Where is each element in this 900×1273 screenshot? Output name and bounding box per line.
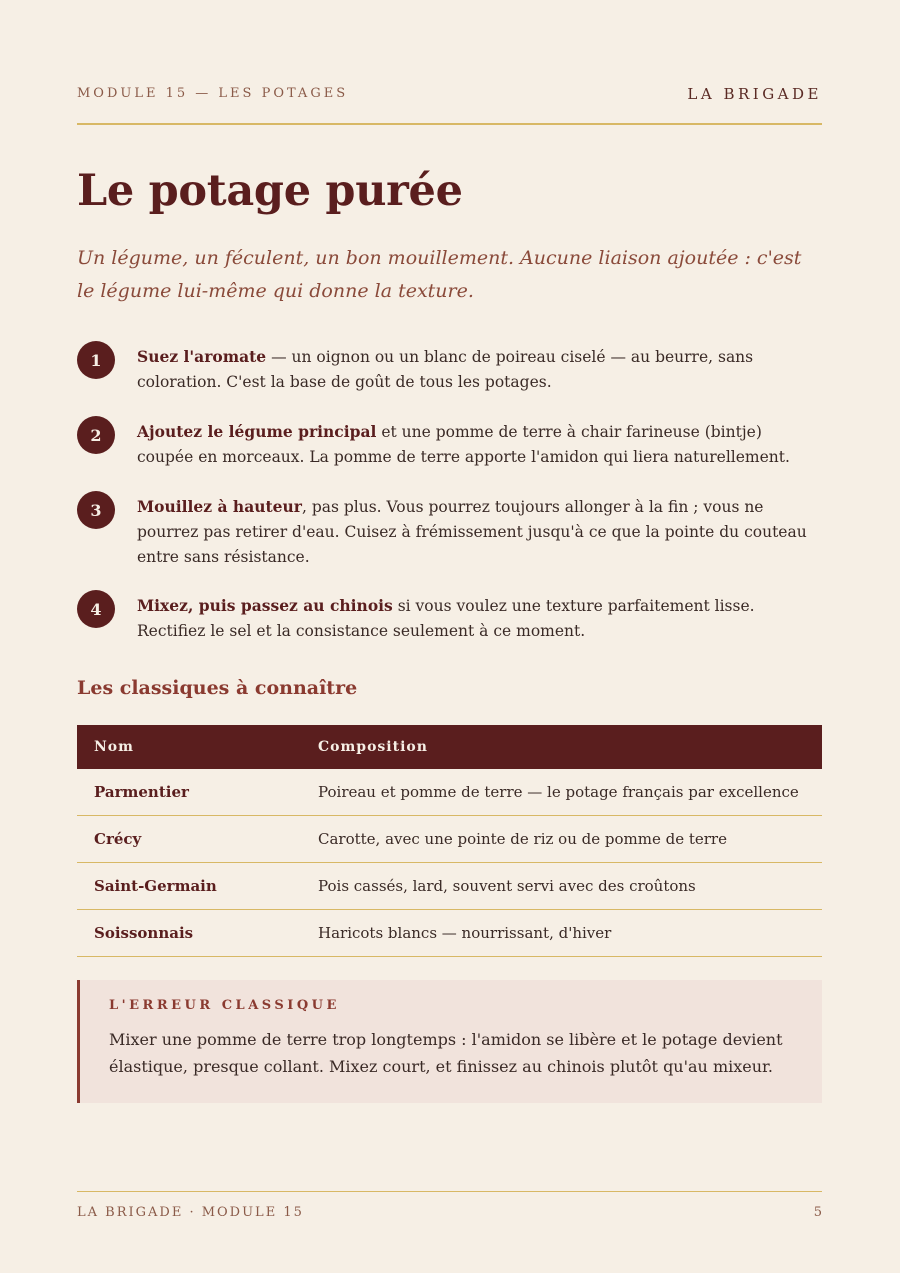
cell-composition: Haricots blancs — nourrissant, d'hiver — [318, 910, 822, 957]
step-rest: si vous voulez une texture parfaitement lisse. Rectifiez le sel et la consistance seulement à ce moment. — [137, 597, 755, 640]
step-text — [137, 344, 822, 395]
callout-label: L'ERREUR CLASSIQUE — [109, 998, 340, 1013]
step-rest: — un oignon ou un blanc de poireau ciselé — au beurre, sans coloration. C'est la base de goût de tous les potages. — [137, 348, 754, 391]
table-header-row — [77, 725, 822, 769]
page-header — [77, 86, 822, 125]
brand-label: LA BRIGADE — [687, 85, 822, 103]
step-lead: Ajoutez le légume principal — [137, 422, 377, 441]
step-text — [137, 593, 822, 644]
step-lead: Suez l'aromate — [137, 347, 267, 366]
table-row — [77, 769, 822, 816]
page-footer — [77, 1191, 822, 1232]
step-text — [137, 419, 822, 470]
column-header-composition: Composition — [318, 725, 822, 769]
step-rest: , pas plus. Vous pourrez toujours allonger à la fin ; vous ne pourrez pas retirer d'eau. Cuisez à frémissement jusqu'à ce que la pointe du couteau entre sans résistance. — [137, 498, 807, 566]
cell-composition: Poireau et pomme de terre — le potage français par excellence — [318, 769, 822, 816]
step-lead: Mixez, puis passez au chinois — [137, 596, 393, 615]
step-number-badge: 2 — [77, 416, 115, 454]
step-number-badge: 4 — [77, 590, 115, 628]
step-rest: et une pomme de terre à chair farineuse (bintje) coupée en morceaux. La pomme de terre apporte l'amidon qui liera naturellement. — [137, 423, 790, 466]
table-row — [77, 816, 822, 863]
column-header-nom: Nom — [77, 725, 318, 769]
cell-composition: Carotte, avec une pointe de riz ou de pomme de terre — [318, 816, 822, 863]
section-title: Les classiques à connaître — [77, 677, 358, 699]
page-number: 5 — [813, 1205, 822, 1220]
table-row — [77, 863, 822, 910]
cell-nom: Soissonnais — [77, 910, 318, 957]
step-number-badge: 3 — [77, 491, 115, 529]
cell-composition: Pois cassés, lard, souvent servi avec des croûtons — [318, 863, 822, 910]
cell-nom: Crécy — [77, 816, 318, 863]
classics-table — [77, 725, 822, 957]
warning-callout — [77, 980, 822, 1103]
cell-nom: Parmentier — [77, 769, 318, 816]
cell-nom: Saint-Germain — [77, 863, 318, 910]
step-number-badge: 1 — [77, 341, 115, 379]
module-label: MODULE 15 — LES POTAGES — [77, 86, 349, 101]
table-row — [77, 910, 822, 957]
footer-label: LA BRIGADE · MODULE 15 — [77, 1205, 304, 1220]
callout-body: Mixer une pomme de terre trop longtemps : l'amidon se libère et le potage devient élastique, presque collant. Mixez court, et finissez au chinois plutôt qu'au mixeur. — [109, 1030, 783, 1076]
page-title: Le potage purée — [77, 166, 463, 216]
step-lead: Mouillez à hauteur — [137, 497, 302, 516]
lede-paragraph: Un légume, un féculent, un bon mouillement. Aucune liaison ajoutée : c'est le légume lui-même qui donne la texture. — [77, 247, 802, 302]
step-text — [137, 494, 822, 570]
